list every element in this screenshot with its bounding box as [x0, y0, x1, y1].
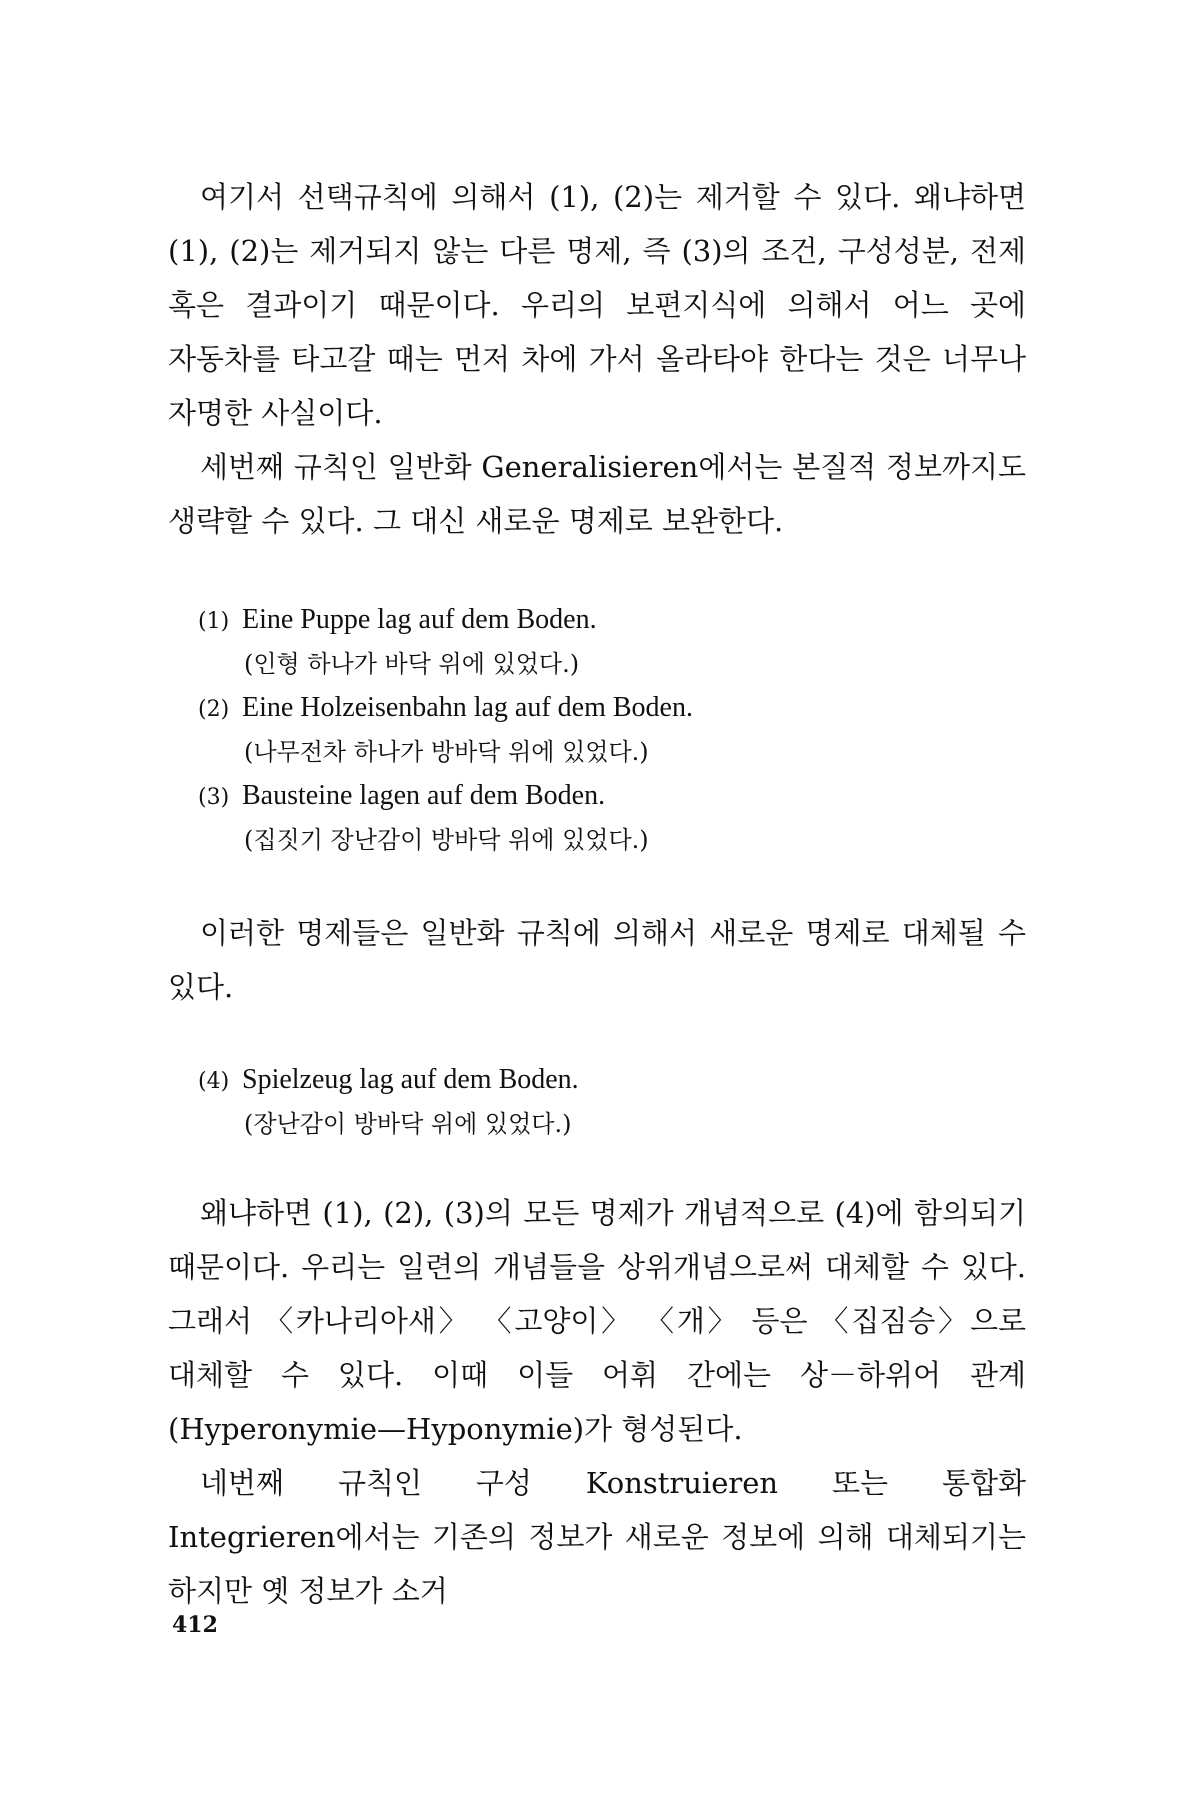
example-number: (4)	[198, 1069, 230, 1094]
example-number: (3)	[198, 785, 230, 810]
example-list-1	[168, 598, 1026, 862]
example-list-2	[168, 1058, 1026, 1146]
paragraph-replacement: 이러한 명제들은 일반화 규칙에 의해서 새로운 명제로 대체될 수 있다.	[168, 916, 1026, 1004]
example-german: Eine Puppe lag auf dem Boden.	[242, 604, 597, 635]
example-german: Bausteine lagen auf dem Boden.	[242, 780, 606, 811]
paragraph-generalization-rule: 세번째 규칙인 일반화 Generalisieren에서는 본질적 정보까지도 생략할 수 있다. 그 대신 새로운 명제로 보완한다.	[168, 450, 1026, 538]
page-number: 412	[172, 1612, 218, 1638]
paragraph-selection-rule: 여기서 선택규칙에 의해서 (1), (2)는 제거할 수 있다. 왜냐하면 (1), (2)는 제거되지 않는 다른 명제, 즉 (3)의 조건, 구성성분, 전제 혹은 결과이기 때문이다. 우리의 보편지식에 의해서 어느 곳에 자동차를 타고갈 때는 먼저 차에 가서 올라타야 한다는 것은 너무나 자명한 사실이다.	[168, 180, 1026, 430]
example-item	[168, 1058, 1026, 1146]
example-german: Eine Holzeisenbahn lag auf dem Boden.	[242, 692, 693, 723]
example-german: Spielzeug lag auf dem Boden.	[242, 1064, 579, 1095]
example-number: (2)	[198, 697, 230, 722]
paragraph-hyperonymy: 왜냐하면 (1), (2), (3)의 모든 명제가 개념적으로 (4)에 함의되기 때문이다. 우리는 일련의 개념들을 상위개념으로써 대체할 수 있다. 그래서 〈카나리아새〉 〈고양이〉 〈개〉 등은 〈집짐승〉으로 대체할 수 있다. 이때 이들 어휘 간에는 상－하위어 관계(Hyperonymie—Hyponymie)가 형성된다.	[168, 1196, 1026, 1446]
example-korean: (장난감이 방바닥 위에 있었다.)	[244, 1110, 572, 1138]
example-item	[168, 774, 1026, 862]
example-korean: (나무전차 하나가 방바닥 위에 있었다.)	[244, 738, 649, 766]
page-body	[168, 170, 1026, 1618]
example-item	[168, 598, 1026, 686]
example-korean: (집짓기 장난감이 방바닥 위에 있었다.)	[244, 826, 649, 854]
example-number: (1)	[198, 609, 230, 634]
paragraph-construction-rule: 네번째 규칙인 구성 Konstruieren 또는 통합화 Integrieren에서는 기존의 정보가 새로운 정보에 의해 대체되기는 하지만 옛 정보가 소거	[168, 1466, 1026, 1608]
example-korean: (인형 하나가 바닥 위에 있었다.)	[244, 650, 580, 678]
example-item	[168, 686, 1026, 774]
